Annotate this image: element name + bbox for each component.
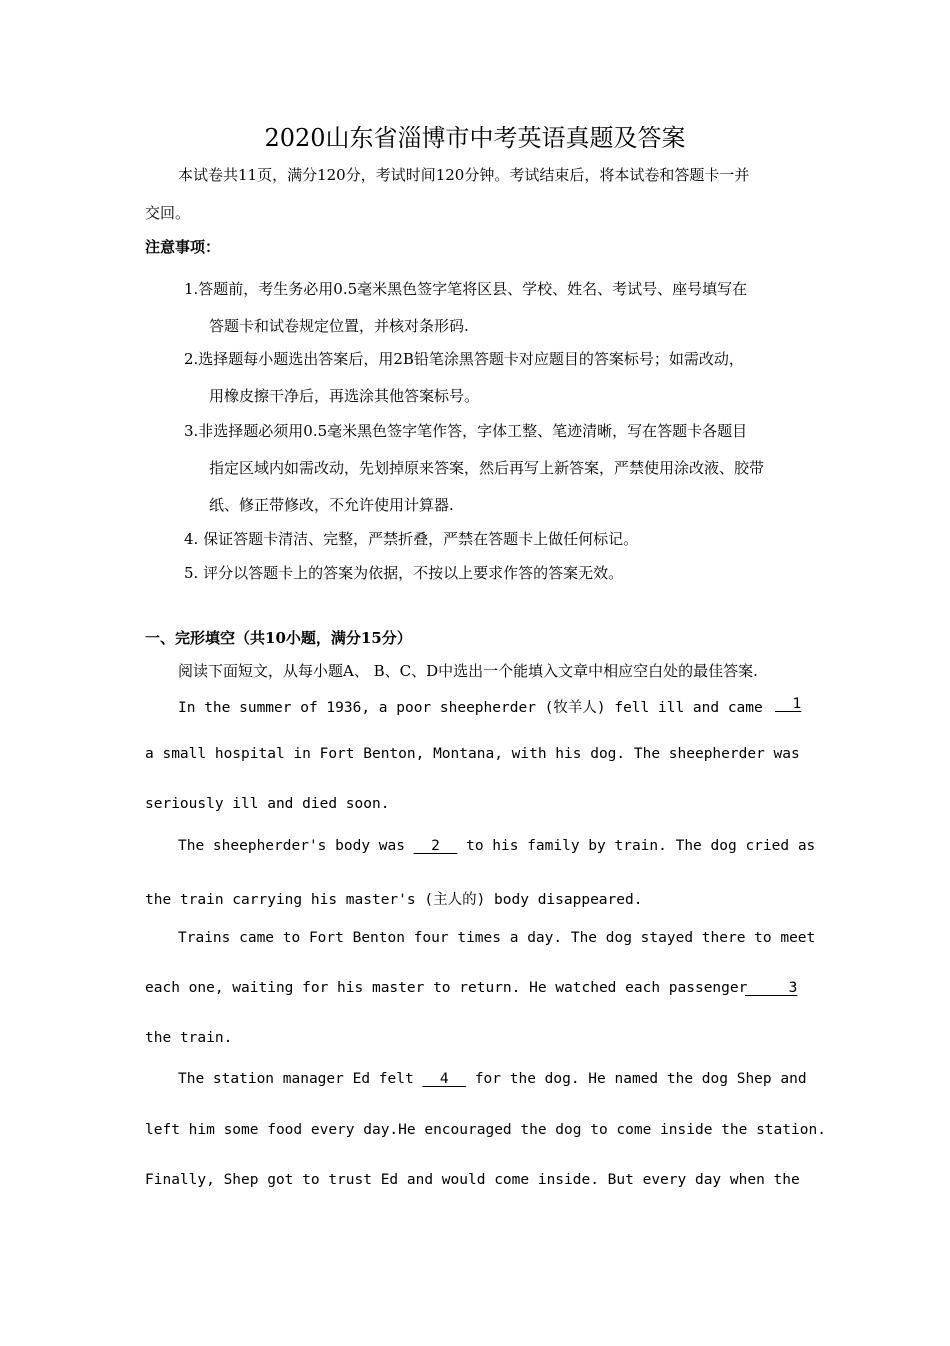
section-instruction: 阅读下面短文，从每小题A、 B、C、D中选出一个能填入文章中相应空白处的最佳答案.: [178, 662, 758, 680]
passage-text: for the dog. He named the dog Shep and: [466, 1071, 807, 1087]
section-heading: 一、完形填空（共10小题，满分15分）: [145, 629, 412, 647]
intro-line-1: 本试卷共11页，满分120分，考试时间120分钟。考试结束后，将本试卷和答题卡一并: [178, 166, 750, 184]
notice-heading: 注意事项：: [145, 238, 221, 256]
passage-line-9: [178, 1071, 807, 1087]
notice-item-3: 3.非选择题必须用0.5毫米黑色签字笔作答，字体工整、笔迹清晰，写在答题卡各题目: [184, 422, 748, 440]
passage-line-3: seriously ill and died soon.: [145, 796, 390, 812]
passage-line-6: Trains came to Fort Benton four times a day. The dog stayed there to meet: [178, 930, 816, 946]
blank-3: [745, 980, 797, 996]
passage-text: The sheepherder's body was: [178, 838, 414, 854]
notice-item-3-cont: 指定区域内如需改动，先划掉原来答案，然后再写上新答案，严禁使用涂改液、胶带: [209, 459, 765, 477]
blank-2: __2__: [413, 838, 458, 854]
blank-3-label: _____3: [745, 980, 798, 996]
blank-1-label: __1: [775, 696, 802, 712]
passage-text: to his family by train. The dog cried as: [457, 838, 816, 854]
passage-line-8: the train.: [145, 1030, 233, 1046]
notice-item-4: 4. 保证答题卡清洁、完整，严禁折叠，严禁在答题卡上做任何标记。: [184, 530, 639, 548]
passage-line-10: left him some food every day.He encouraged the dog to come inside the station.: [145, 1122, 826, 1138]
notice-item-2: 2.选择题每小题选出答案后，用2B铅笔涂黑答题卡对应题目的答案标号；如需改动，: [184, 350, 744, 368]
passage-line-5: the train carrying his master's (主人的) body disappeared.: [145, 892, 643, 908]
passage-text: The station manager Ed felt: [178, 1071, 423, 1087]
passage-text: In the summer of 1936, a poor sheepherder (牧羊人) fell ill and came: [178, 700, 763, 716]
blank-4: __4__: [422, 1071, 467, 1087]
intro-line-2: 交回。: [145, 204, 191, 222]
blank-1: [775, 696, 801, 712]
passage-line-2: a small hospital in Fort Benton, Montana, with his dog. The sheepherder was: [145, 746, 800, 762]
notice-item-2-cont: 用橡皮擦干净后，再选涂其他答案标号。: [209, 387, 480, 405]
notice-item-3-cont2: 纸、修正带修改，不允许使用计算器.: [209, 496, 454, 514]
passage-line-1: [178, 696, 763, 717]
passage-line-11: Finally, Shep got to trust Ed and would come inside. But every day when the: [145, 1172, 800, 1188]
notice-item-1: 1.答题前，考生务必用0.5毫米黑色签字笔将区县、学校、姓名、考试号、座号填写在: [184, 280, 748, 298]
passage-line-7: each one, waiting for his master to return. He watched each passenger: [145, 980, 748, 996]
page-title: 2020山东省淄博市中考英语真题及答案: [264, 124, 686, 152]
passage-line-4: [178, 838, 815, 854]
notice-item-1-cont: 答题卡和试卷规定位置，并核对条形码.: [209, 317, 469, 335]
notice-item-5: 5. 评分以答题卡上的答案为依据，不按以上要求作答的答案无效。: [184, 564, 624, 582]
